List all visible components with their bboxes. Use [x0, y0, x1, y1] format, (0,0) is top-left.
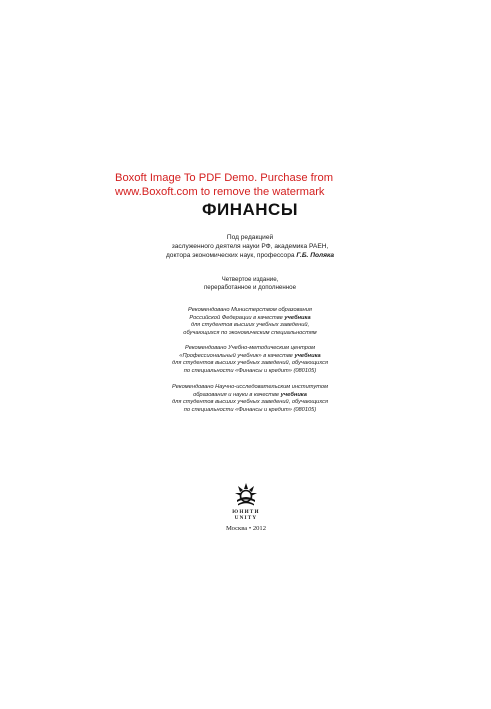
book-title: ФИНАНСЫ [202, 200, 298, 219]
watermark-line-1: Boxoft Image To PDF Demo. Purchase from [115, 172, 334, 184]
recommendation-1-line-2-bold: учебника [284, 314, 311, 321]
edition-line-2: переработанное и дополненное [203, 284, 297, 291]
recommendation-2-line-4: по специальности «Финансы и кредит» (080105) [183, 367, 317, 374]
recommendation-2-line-1: Рекомендовано Учебно-методическим центром [184, 345, 316, 351]
editor-block [140, 233, 360, 260]
recommendation-3-line-1: Рекомендовано Научно-исследовательским институтом [172, 384, 328, 390]
recommendation-2-line-2-text: «Профессиональный учебник» в качестве [179, 352, 293, 359]
recommendation-3-line-2-bold: учебника [280, 391, 307, 398]
recommendation-1-line-1: Рекомендовано Министерством образования [188, 307, 312, 313]
editor-line-3 [140, 251, 360, 260]
recommendation-2-line-3: для студентов высших учебных заведений, обучающихся [171, 360, 329, 367]
recommendation-1-line-2-text: Российской Федерации в качестве [189, 314, 283, 321]
recommendation-1-line-3: для студентов высших учебных заведений, [190, 322, 310, 329]
publisher-name-ru: ЮНИТИ [232, 509, 260, 515]
editor-line-1: Под редакцией [226, 234, 274, 241]
recommendation-3-line-3: для студентов высших учебных заведений, обучающихся [171, 399, 329, 406]
unity-logo-icon [232, 480, 260, 508]
recommendation-3-line-4: по специальности «Финансы и кредит» (080105) [183, 406, 317, 413]
watermark [115, 171, 333, 199]
recommendation-1-line-4: обучающихся по экономическим специальностям [183, 329, 317, 336]
watermark-line-2: www.Boxoft.com to remove the watermark [115, 186, 325, 198]
city-year: Москва • 2012 [225, 525, 267, 532]
recommendation-3 [140, 384, 360, 414]
edition-block [140, 276, 360, 292]
recommendation-2-line-2-bold: учебника [294, 352, 321, 359]
editor-line-2: заслуженного деятеля науки РФ, академика РАЕН, [171, 243, 329, 250]
editor-name: Г.Б. Поляка [296, 252, 335, 259]
edition-line-1: Четвертое издание, [221, 276, 279, 283]
publisher-name-en: UNITY [234, 515, 258, 521]
recommendation-3-line-2-text: образования и науки в качестве [193, 391, 280, 398]
recommendation-1 [140, 307, 360, 337]
recommendation-2 [140, 345, 360, 375]
editor-title: доктора экономических наук, профессора [165, 252, 295, 259]
